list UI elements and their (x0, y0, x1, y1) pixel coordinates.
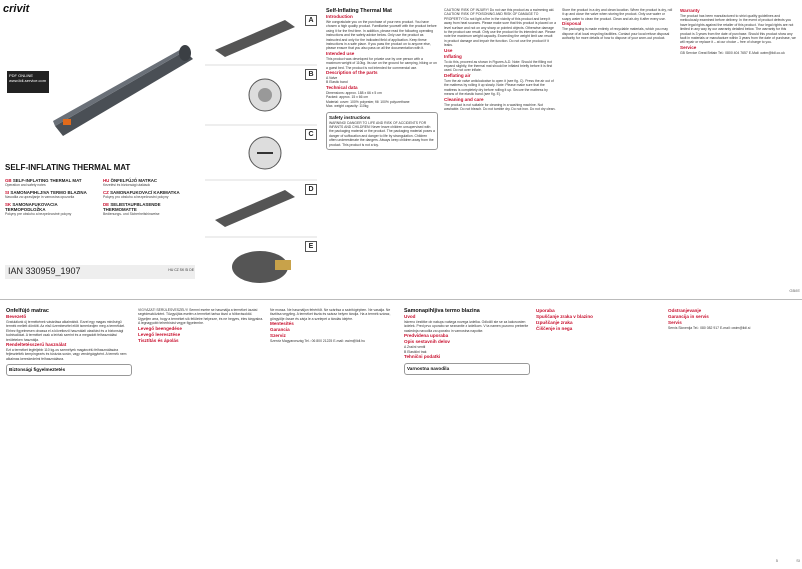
section-heading: Warranty (680, 8, 700, 13)
paragraph: CAUTION! RISK OF INJURY! Do not use this product as a swimming aid. CAUTION! RISK OF POISONING AND RISK OF DAMAGE TO PROPERTY! Do not light a fire in the vicinity of this product and keep it away from heat sources. Please make sure that this product is placed on a level surface and not on any sharp or pointed objects. Otherwise damage to the product can result. Only use the product for its intended use. Please note the maximum weight capacity. Exceeding the weight limit can result in product damage and impair the function. Do not use the product if it leaks. (444, 8, 556, 48)
paragraph: Ne mossa. Ne használjon fehérítőt. Ne szárítsa a szárítógépben. Ne vasalja. Ne tisztítsa vegyileg. A terméket tiszta és száraz helyen tárolja. Ha a termék száraz, göngyölje össze és zárja le a szelepet a tárolás idejére. (270, 308, 391, 321)
safety-heading: Safety instructions (329, 114, 371, 120)
gb-column-3 (562, 8, 674, 293)
thermal-mat-illustration (45, 31, 195, 151)
paragraph: The product is not suitable for cleaning in a washing machine. Not washable. Do not bleach. Do not tumble dry. Do not iron. Do not dry clean. (444, 102, 556, 111)
lang-block: HU ÖNFELFÚJÓ MATRAC Kezelési és biztonsági utalások (103, 178, 158, 187)
panel-label: A (305, 15, 317, 26)
lang-block: CZ SAMONAFUKOVACÍ KARIMATKA Pokyny pro obsluhu a bezpečnostní pokyny (103, 190, 180, 199)
safety-box (6, 364, 132, 376)
panel-label: B (305, 69, 317, 80)
bottom-spread (0, 299, 802, 569)
section-heading: Service (680, 44, 697, 50)
paragraph: VIGYÁZAT! SÉRÜLÉSVESZÉLY! Semmi esetre se használja a terméket úszási segédeszközként. Tűzgyújtás esetén a terméket tartsa távol a hőforrásoktól. Ügyeljen arra, hogy a terméket sík felületre helyezze, és ne hegyes, éles tárgyakra. A legnagyobb teherbírást vegye figyelembe. (138, 308, 264, 326)
section-heading: Spuščanje zraka v blazino (536, 314, 593, 319)
section-heading: Mentesítés (270, 321, 294, 327)
pdf-url: www.lidl-service.com (9, 78, 47, 83)
section-heading: Deflating air (444, 72, 471, 78)
paragraph: Ezt a terméket legfeljebb 110 kg-os személyek magáncélú felhasználására fejlesztették kempingezés és túrázás során, vagy vendégágyként. A termék nem alkalmas kereskedelmi felhasználásra. (6, 348, 127, 361)
section-heading: Odstranjevanje (668, 308, 702, 313)
pdf-label: PDF ONLINE (9, 73, 34, 78)
part-item: A Zračni ventil (404, 345, 426, 350)
paragraph: We congratulate you on the purchase of your new product. You have chosen a high quality product. Familiarise yourself with the product before using it for the first time. In addition, please read the following operating instructions and the safety advice below. Only use the product as instructed and only for the indicated field of application. Keep these instructions in a safe place. If you pass the product on to anyone else, please ensure that you also pass on all the documentation with it. (326, 20, 437, 51)
service-contact: Szerviz Magyarország Tel.: 06 800 21225 E-mail: owim@lidl.hu (270, 339, 365, 344)
cover-title: SELF-INFLATING THERMAL MAT (5, 163, 131, 172)
hu-column-1 (6, 308, 132, 563)
gb-column-4 (680, 8, 798, 293)
panel-label: D (305, 184, 317, 195)
tech-row: Material: cover: 100% polyester, fill: 100% polyurethane (326, 99, 410, 104)
section-heading: Technical data (326, 84, 358, 90)
language-list (5, 178, 195, 216)
safety-box (326, 112, 438, 150)
hu-column-3 (270, 308, 396, 563)
service-contact: GB Service Great Britain Tel.: 0800 404 7657 E-Mail: owim@lidl.co.uk (680, 50, 785, 55)
tech-row: Dimensions: approx. 188 x 66 x 5 cm (326, 90, 382, 95)
lang-block: SK SAMONAFUKOVACIA TERMOPODLOŽKA Pokyny pre obsluhu a bezpečnostné pokyny (5, 202, 72, 216)
country-codes: HU CZ SK SI DE (168, 268, 194, 272)
section-heading: Bevezető (6, 314, 27, 319)
si-column-1 (404, 308, 530, 563)
panel-label: C (305, 129, 317, 140)
service-contact: Servis Slovenija Tel.: 080 082 917 E-mail: owim@lidl.si (668, 326, 751, 330)
lang-block: DE SELBSTAUFBLASENDE THERMOMATTE Bedienungs- und Sicherheitshinweise (103, 202, 161, 216)
section-heading: Uporaba (536, 308, 555, 313)
section-heading: Servis (668, 320, 682, 325)
figure-panels (205, 5, 317, 293)
section-heading: Uvod (404, 314, 416, 319)
paragraph: The product has been manufactured to strict quality guidelines and meticulously examined before delivery. In the event of product defects you have legal rights against the retailer of this product. Your legal rights are not limited in any way by our warranty detailed below. The warranty for this product is 3 years from the date of purchase. Should this product show any fault in materials or manufacture within 3 years from the date of purchase, we will repair or replace it – at our choice – free of charge to you. (680, 14, 796, 45)
part-item: B Elastic band (326, 80, 348, 85)
paragraph: Turn the air valve anticlockwise to open it (see fig. C). Press the air out of the mattress by rolling it up slowly. Note: Please make sure that the mattress is completely dry before rolling it up. Secure the mattress by means of the elastic band (see fig. E). (444, 78, 554, 97)
brand-logo: crivit (3, 3, 30, 15)
gb-column-1 (326, 8, 438, 293)
section-heading: Opis sestavnih delov (404, 339, 450, 345)
section-heading: Cleaning and care (444, 96, 484, 102)
section-heading: Rendeltetésszerű használat (6, 342, 67, 348)
hu-column-2 (138, 308, 264, 563)
part-item: B Elastični trak (404, 349, 427, 354)
gb-column-2 (444, 8, 556, 293)
safety-box (404, 363, 530, 375)
section-heading: Garancija in servis (668, 314, 709, 319)
section-heading: Description of the parts (326, 70, 378, 76)
cover-page (3, 3, 198, 293)
section-heading: Inflating (444, 53, 462, 59)
section-heading: Levegő leeresztése (138, 331, 181, 337)
paragraph: Store the product in a dry and clean location. When the product is dry, roll it up and close the valve when storing the product. Only use water or soapy water to clean the product. Clean and air-dry it after every use. (562, 8, 673, 21)
page-ref: SI (796, 558, 800, 563)
part-item: A Valve (326, 76, 338, 81)
si-column-2 (536, 308, 662, 563)
lang-block: SI SAMONAPIHLJIVA TERMO BLAZINA Navodila za upravljanje in varnostna opozorila (5, 190, 87, 199)
paragraph: This product was developed for private use by one person with a maximum weight of 110kg. Its use on the ground for camping, hiking or on a guest bed. The product is not intended for commercial use. (326, 56, 437, 70)
safety-heading: Varnostna navodila (407, 366, 450, 372)
paragraph: Iskreno čestitke ob nakupu vašega novega izdelka. Odločili ste se za kakovosten izdelek. Pred prvo uporabo se seznanite z izdelkom. V ta namen pozorno preberite naslednja navodila za uporabo in varnostna napotke. (404, 320, 529, 333)
section-heading: Garancia (270, 327, 290, 333)
tech-row: Packed: approx. 15 x 66 cm (326, 95, 369, 100)
section-heading: Introduction (326, 14, 353, 19)
panel-label: E (305, 241, 317, 252)
paragraph: Gratulálunk új termékének vásárlása alkalmából. Ezzel egy magas minőségű termék mellett döntött. Az első üzembevétel előtt ismerkedjen meg a termékkel. Ehhez figyelmesen olvassa el a következő használati utasítást és a biztonsági tudnivalókat. A terméket csak a leírtak szerint és a megadott felhasználási területeken használja. (6, 320, 126, 342)
paragraph: The packaging is made entirely of recyclable materials, which you may dispose of at local recycling facilities. Contact your local refuse disposal authority for more details of how to dispose of your worn-out product. (562, 27, 670, 41)
section-heading: Levegő beengedése (138, 325, 182, 331)
si-column-3 (668, 308, 796, 563)
paragraph: To do this, proceed as shown in Figures A-D. Note: Should the filling not expand slightly, the thermal mat should be inflated briefly before it is first used. Do not over inflate. (444, 59, 553, 73)
pdf-online-badge[interactable] (7, 71, 49, 93)
section-heading: Use (444, 47, 453, 53)
section-heading: Disposal (562, 21, 582, 27)
figure-illustrations (205, 5, 317, 293)
gb-title: Self-Inflating Thermal Mat (326, 8, 392, 14)
section-heading: Tehnični podatki (404, 354, 441, 360)
tech-row: Max. weight capacity: 110kg (326, 104, 369, 109)
ian-number: IAN 330959_1907 (5, 265, 195, 279)
section-heading: Izpuščanje zraka (536, 320, 573, 325)
section-heading: Szerviz (270, 333, 286, 339)
page-number: 5 (775, 558, 778, 563)
page-ref: GB/IE (789, 288, 800, 293)
section-heading: Intended use (326, 50, 355, 56)
safety-text: WARNING! DANGER TO LIFE AND RISK OF ACCIDENTS FOR INFANTS AND CHILDREN! Never leave children unsupervised with the packaging material or the product. The packaging material poses a danger of suffocation and danger to life by strangulation. Children often underestimate the dangers. Always keep children away from the product. This product is not a toy. (329, 120, 435, 147)
lang-block: GB SELF-INFLATING THERMAL MAT Operation and safety notes (5, 178, 82, 187)
safety-heading: Biztonsági figyelmeztetés (9, 367, 66, 373)
hu-title: Önfelfújó matrac (6, 308, 49, 314)
section-heading: Tisztítás és ápolás (138, 337, 179, 343)
section-heading: Čiščenje in nega (536, 326, 573, 331)
si-title: Samonapihljiva termo blazina (404, 308, 480, 314)
section-heading: Predvidena uporaba (404, 333, 449, 339)
